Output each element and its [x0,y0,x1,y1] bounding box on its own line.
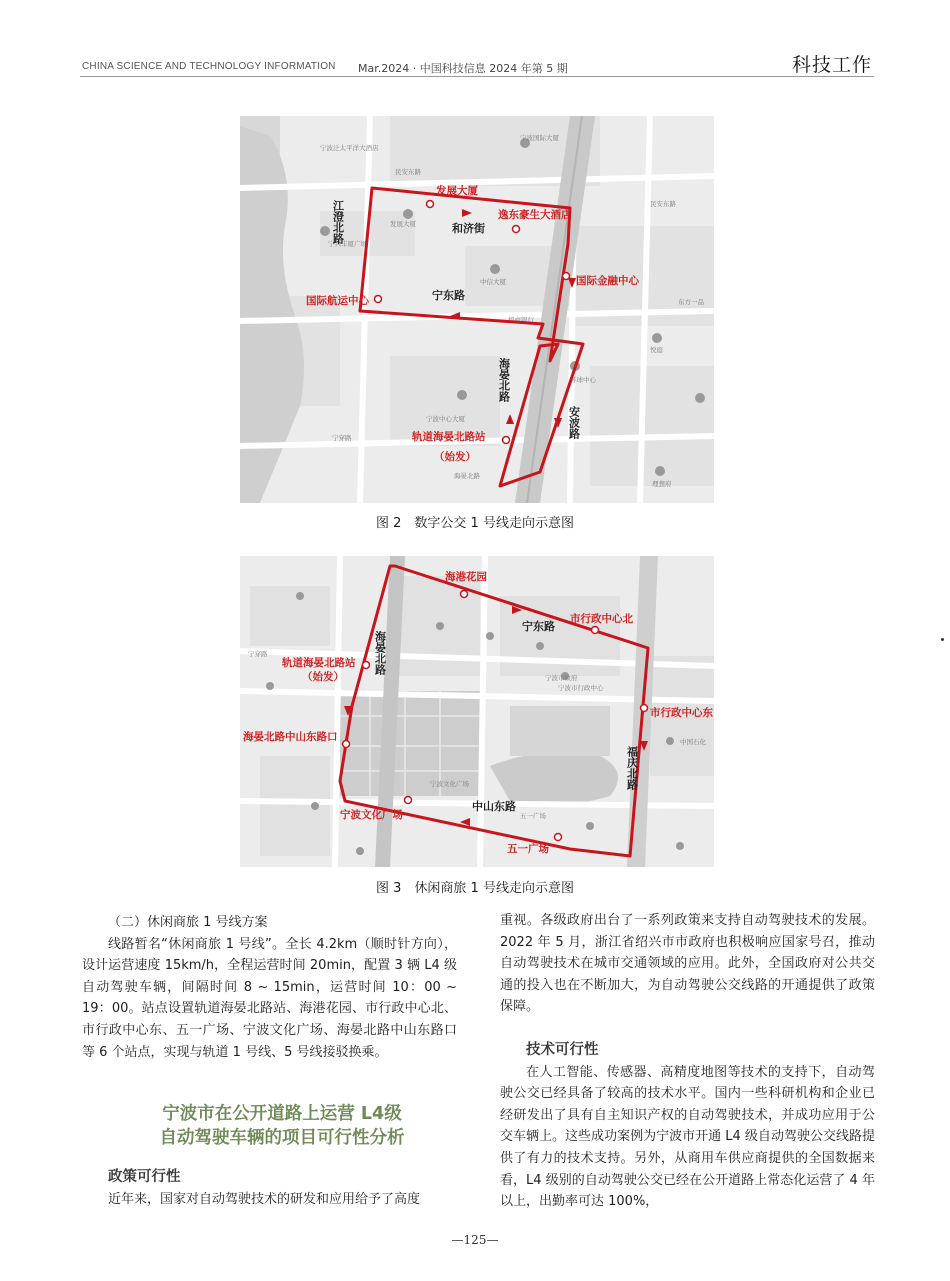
stop-label: 国际航运中心 [306,295,369,307]
stop-label: 国际金融中心 [576,275,639,287]
stop-label: 宁波文化广场 [340,809,403,821]
figure-2-map [240,116,714,503]
poi-label: 中信大厦 [480,278,506,286]
section-title: 科技工作 [791,54,872,76]
right-column [500,910,875,1018]
poi-label: 发展大厦 [390,220,416,228]
stop-label: 市行政中心东 [650,707,713,719]
tech-heading: 技术可行性 [526,1042,599,1058]
poi-label: 环球中心 [570,376,596,384]
stop-label: 五一广场 [507,843,549,855]
paragraph: 在人工智能、传感器、高精度地图等技术的支持下，自动驾驶公交已经具备了较高的技术水平。国内一些科研机构和企业已经研发出了具有自主知识产权的自动驾驶技术，并成功应用于公交车辆上。这些成功案例为宁波市开通 L4 级自动驾驶公交线路提供了有力的技术支持。另外，从商用车供应商提供的全国数据来看，L4 级别的自动驾驶公交已经在公开道路上常态化运营了 4 年以上，出勤率可达 100%， [500,1064,875,1210]
road-label: 海晏北路 [373,631,387,675]
stop-label: 海晏北路中山东路口 [243,731,338,743]
poi-label: 宁穿路 [332,434,352,442]
stop-label: （始发） [434,451,476,463]
header-rule [80,76,874,77]
stop-label: 逸东豪生大酒店 [498,209,572,221]
poi-label: 五一广场 [520,812,546,820]
journal-name-en: CHINA SCIENCE AND TECHNOLOGY INFORMATION [82,61,336,72]
poi-label: 宁兴丰厦广场 [328,240,367,248]
figure-3-caption: 图 3 休闲商旅 1 号线走向示意图 [376,881,574,896]
poi-label: 宁波市行政中心 [558,684,604,692]
poi-label: 东方一品 [678,298,704,306]
poi-label: 宁穿路 [248,650,268,658]
page-number: —125— [451,1233,499,1247]
section-title-line-2: 自动驾驶车辆的项目可行性分析 [159,1128,405,1148]
paragraph: 近年来，国家对自动驾驶技术的研发和应用给予了高度 [108,1191,421,1207]
poi-label: 宁波市政府 [545,674,578,682]
road-label: 中山东路 [472,800,516,813]
stop-label: 海港花园 [445,571,487,583]
margin-mark [941,638,944,641]
poi-label: 宁波泛太平洋大酒店 [320,144,379,152]
poi-label: 民安东路 [395,168,421,176]
road-label: 宁东路 [522,620,555,633]
issue-info: Mar.2024 · 中国科技信息 2024 年第 5 期 [358,62,568,75]
road-label: 江澄北路 [331,200,345,244]
poi-label: 宁波文化广场 [430,780,469,788]
poi-label: 宁波国际大厦 [520,134,559,142]
left-column [82,912,457,1063]
subsection-heading: （二）休闲商旅 1 号线方案 [108,915,268,930]
stop-label: 轨道海晏北路站 [282,657,356,669]
right-column-lower [500,1040,875,1213]
poi-label: 中国石化 [680,738,706,746]
road-label: 海晏北路 [497,358,511,402]
stop-label: （始发） [302,671,344,683]
road-label: 安波路 [567,406,581,439]
poi-label: 招商银行 [508,316,534,324]
left-column-lower [82,1167,457,1210]
stop-label: 发展大厦 [436,185,478,197]
road-label: 福庆北路 [625,746,639,790]
poi-label: 宁波中心大厦 [426,415,465,423]
paragraph: 线路暂名“休闲商旅 1 号线”。全长 4.2km（顺时针方向），设计运营速度 15km/h，全程运营时间 20min，配置 3 辆 L4 级自动驾驶车辆，间隔时间 8 ~ 15min，运营时间 10：00 ~ 19：00。站点设置轨道海晏北路站、海港花园、市行政中心北、市行政中心东、五一广场、宁波文化广场、海晏北路中山东路口等 6 个站点，实现与轨道 1 号线、5 号线接驳换乘。 [82,936,457,1060]
stop-label: 市行政中心北 [570,613,633,625]
road-label: 宁东路 [432,289,465,302]
poi-label: 悦庭 [650,346,663,354]
figure-2-caption: 图 2 数字公交 1 号线走向示意图 [376,516,574,531]
paragraph: 重视。各级政府出台了一系列政策来支持自动驾驶技术的发展。2022 年 5 月，浙江省绍兴市市政府也积极响应国家号召，推动自动驾驶技术在城市交通领域的应用。此外，全国政府对公共交通的投入也在不断加大，为自动驾驶公交线路的开通提供了政策保障。 [500,913,875,1015]
policy-heading: 政策可行性 [108,1169,181,1185]
stop-label: 轨道海晏北路站 [412,431,486,443]
poi-label: 民安东路 [650,200,676,208]
poi-label: 理想府 [652,480,672,488]
section-title-line-1: 宁波市在公开道路上运营 L4级 [162,1104,402,1124]
poi-label: 海晏北路 [454,472,480,480]
road-label: 和济街 [452,222,485,235]
figure-3-map [240,556,714,867]
